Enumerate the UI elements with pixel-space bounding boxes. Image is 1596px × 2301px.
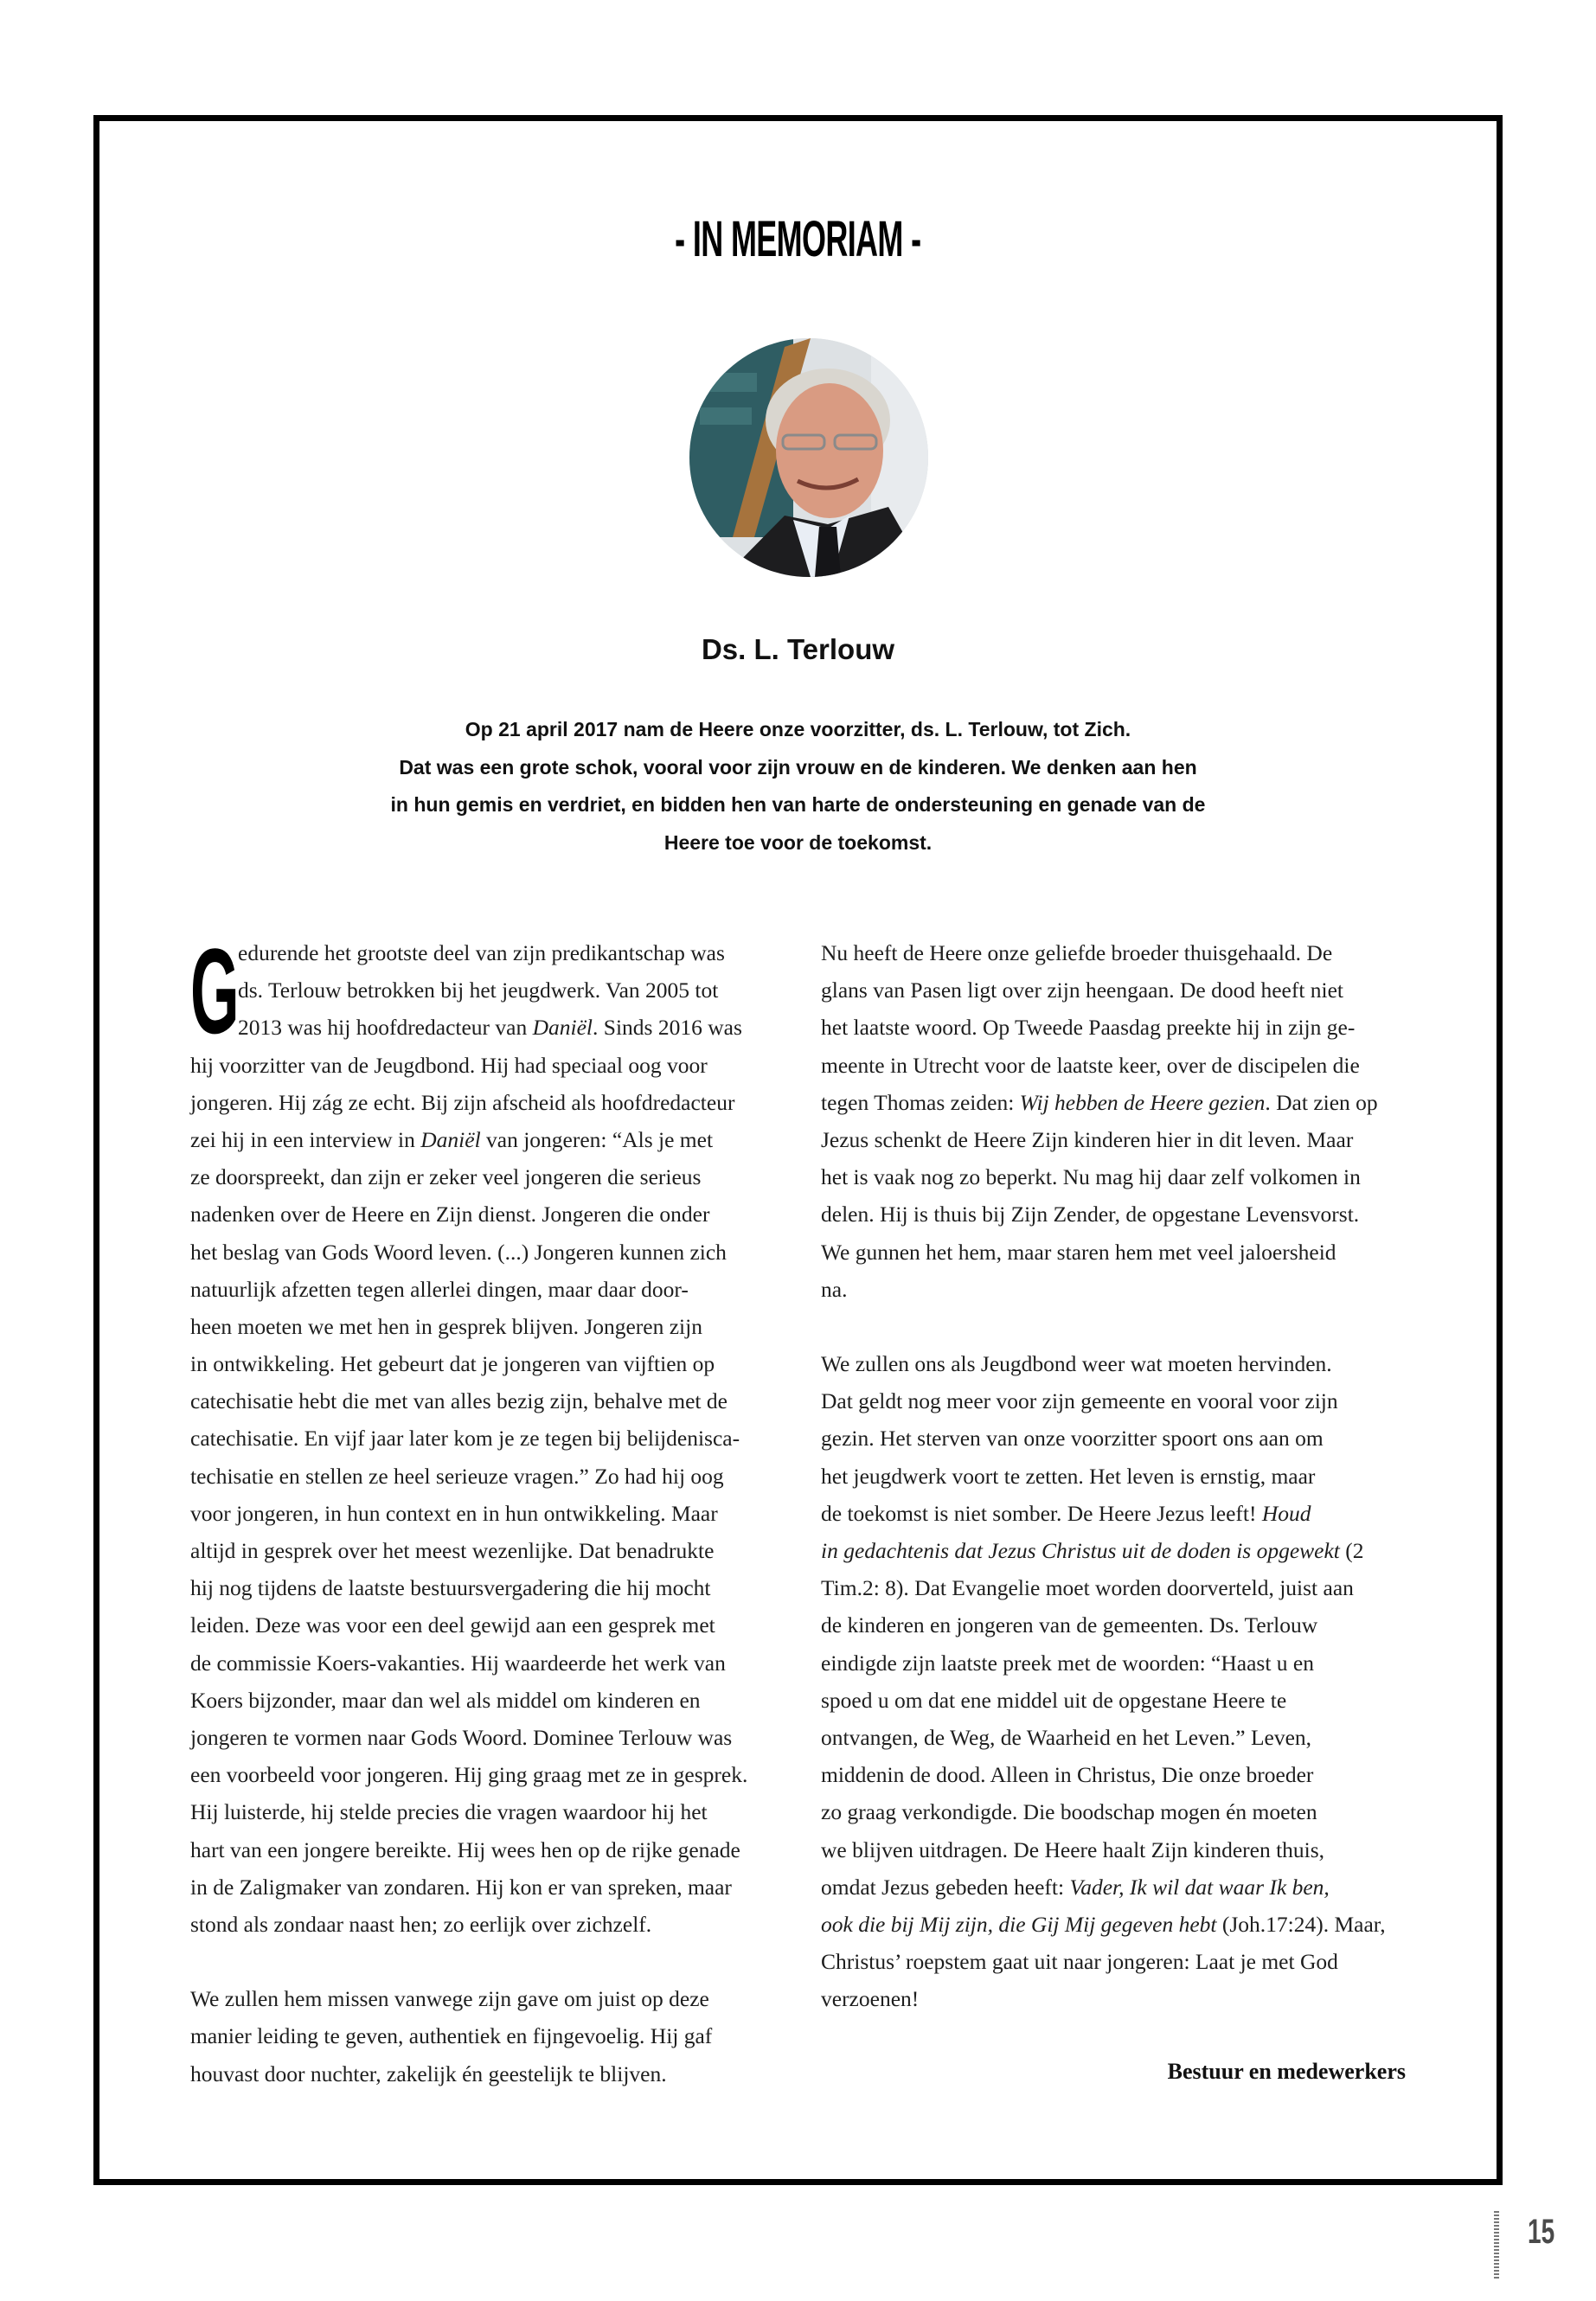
portrait-image-icon <box>689 338 928 577</box>
text-line <box>821 1532 1418 1569</box>
text-line: ze doorspreekt, dan zijn er zeker veel jongeren die serieus <box>190 1164 702 1190</box>
text-run: omdat Jezus gebeden heeft: <box>821 1874 1070 1900</box>
text-line: Tim.2: 8). Dat Evangelie moet worden doorverteld, juist aan <box>821 1575 1354 1601</box>
text-run: (2 <box>1339 1538 1364 1563</box>
text-line: het beslag van Gods Woord leven. (...) Jongeren kunnen zich <box>190 1239 727 1265</box>
text-line: zo graag verkondigde. Die boodschap mogen én moeten <box>821 1799 1317 1825</box>
text-line: eindigde zijn laatste preek met de woorden: “Haast u en <box>821 1650 1314 1676</box>
text-line: hij nog tijdens de laatste bestuursvergadering die hij mocht <box>190 1575 711 1601</box>
text-line: natuurlijk afzetten tegen allerlei dingen, maar daar door- <box>190 1276 689 1302</box>
text-line <box>821 1868 1418 1906</box>
text-line: na. <box>821 1276 848 1302</box>
text-run: . Dat zien op <box>1265 1089 1378 1115</box>
text-line: catechisatie hebt die met van alles bezig zijn, behalve met de <box>190 1388 727 1414</box>
text-line <box>821 1084 1418 1121</box>
page-title: - IN MEMORIAM - <box>675 211 921 267</box>
text-line: middenin de dood. Alleen in Christus, Die onze broeder <box>821 1762 1314 1788</box>
text-line: hij voorzitter van de Jeugdbond. Hij had speciaal oog voor <box>190 1052 708 1078</box>
text-line: verzoenen! <box>821 1986 920 2012</box>
text-run: zei hij in een interview in <box>190 1126 421 1152</box>
text-line: we blijven uitdragen. De Heere haalt Zijn kinderen thuis, <box>821 1836 1325 1862</box>
text-line: het laatste woord. Op Tweede Paasdag preekte hij in zijn ge- <box>821 1015 1356 1041</box>
text-line: in ontwikkeling. Het gebeurt dat je jongeren van vijftien op <box>190 1351 715 1377</box>
magazine-title-italic: Daniël <box>420 1126 481 1152</box>
paragraph-gap <box>821 1308 1418 1345</box>
scripture-quote-italic: ook die bij Mij zijn, die Gij Mij gegeven hebt <box>821 1911 1217 1937</box>
text-run: tegen Thomas zeiden: <box>821 1089 1020 1115</box>
article-signature: Bestuur en medewerkers <box>1167 2059 1406 2084</box>
intro-line: Dat was een grote schok, vooral voor zijn vrouw en de kinderen. We denken aan hen <box>399 755 1197 779</box>
text-line: stond als zondaar naast hen; zo eerlijk over zichzelf. <box>190 1911 652 1937</box>
text-line: Dat geldt nog meer voor zijn gemeente en vooral voor zijn <box>821 1388 1338 1414</box>
text-run: de toekomst is niet somber. De Heere Jezus leeft! <box>821 1500 1262 1526</box>
text-line: een voorbeeld voor jongeren. Hij ging graag met ze in gesprek. <box>190 1762 748 1788</box>
intro-paragraph <box>329 711 1267 862</box>
text-line: We zullen ons als Jeugdbond weer wat moeten hervinden. <box>821 1351 1332 1377</box>
text-line: jongeren. Hij zág ze echt. Bij zijn afscheid als hoofdredacteur <box>190 1089 735 1115</box>
text-line: voor jongeren, in hun context en in hun ontwikkeling. Maar <box>190 1500 718 1526</box>
text-line <box>821 1495 1418 1532</box>
text-line: techisatie en stellen ze heel serieuze vragen.” Zo had hij oog <box>190 1463 724 1489</box>
text-line: heen moeten we met hen in gesprek blijven. Jongeren zijn <box>190 1313 702 1339</box>
text-line: jongeren te vormen naar Gods Woord. Dominee Terlouw was <box>190 1724 733 1750</box>
drop-cap: G <box>190 923 240 1059</box>
text-line: Jezus schenkt de Heere Zijn kinderen hier in dit leven. Maar <box>821 1126 1354 1152</box>
portrait-photo <box>689 338 928 577</box>
text-line: in de Zaligmaker van zondaren. Hij kon er van spreken, maar <box>190 1874 732 1900</box>
text-line: glans van Pasen ligt over zijn heengaan. De dood heeft niet <box>821 977 1344 1003</box>
text-line: het jeugdwerk voort te zetten. Het leven is ernstig, maar <box>821 1463 1316 1489</box>
text-line: altijd in gesprek over het meest wezenlijke. Dat benadrukte <box>190 1538 715 1563</box>
text-line: leiden. Deze was voor een deel gewijd aan een gesprek met <box>190 1612 715 1638</box>
text-line: het is vaak nog zo beperkt. Nu mag hij daar zelf volkomen in <box>821 1164 1361 1190</box>
text-line <box>821 1906 1418 1943</box>
text-line: de kinderen en jongeren van de gemeenten. Ds. Terlouw <box>821 1612 1318 1638</box>
page-number: 15 <box>1528 2213 1555 2251</box>
text-line: catechisatie. En vijf jaar later kom je ze tegen bij belijdenisca- <box>190 1426 740 1452</box>
intro-line: in hun gemis en verdriet, en bidden hen van harte de ondersteuning en genade van de <box>390 793 1206 816</box>
text-run: . Sinds 2016 was <box>593 1015 742 1041</box>
text-line: nadenken over de Heere en Zijn dienst. Jongeren die onder <box>190 1202 710 1227</box>
page-marker-ticks <box>1494 2211 1499 2279</box>
text-line: manier leiding te geven, authentiek en fijngevoelig. Hij gaf <box>190 2023 713 2049</box>
text-line: Christus’ roepstem gaat uit naar jongeren: Laat je met God <box>821 1949 1338 1975</box>
article-right-column <box>821 934 1418 2017</box>
text-line: spoed u om dat ene middel uit de opgestane Heere te <box>821 1687 1287 1713</box>
text-line: Nu heeft de Heere onze geliefde broeder thuisgehaald. De <box>821 940 1333 965</box>
text-line: We gunnen het hem, maar staren hem met veel jaloersheid <box>821 1239 1336 1265</box>
text-line: hart van een jongere bereikte. Hij wees hen op de rijke genade <box>190 1836 740 1862</box>
scripture-quote-italic: Wij hebben de Heere gezien <box>1019 1089 1266 1115</box>
text-run: 2013 was hij hoofdredacteur van <box>238 1015 533 1041</box>
text-line <box>190 1009 787 1046</box>
text-run: (Joh.17:24). Maar, <box>1216 1911 1386 1937</box>
paragraph-gap <box>190 1943 787 1980</box>
text-line: houvast door nuchter, zakelijk én geestelijk te blijven. <box>190 2061 667 2086</box>
intro-line: Heere toe voor de toekomst. <box>663 830 933 854</box>
scripture-quote-italic: in gedachtenis dat Jezus Christus uit de doden is opgewekt <box>821 1538 1340 1563</box>
scripture-quote-italic: Houd <box>1261 1500 1311 1526</box>
text-run: van jongeren: “Als je met <box>480 1126 714 1152</box>
text-line: Koers bijzonder, maar dan wel als middel om kinderen en <box>190 1687 701 1713</box>
intro-line: Op 21 april 2017 nam de Heere onze voorzitter, ds. L. Terlouw, tot Zich. <box>465 718 1131 740</box>
magazine-title-italic: Daniël <box>532 1015 593 1041</box>
scripture-quote-italic: Vader, Ik wil dat waar Ik ben, <box>1069 1874 1330 1900</box>
article-left-column <box>190 923 787 2093</box>
text-line: de commissie Koers-vakanties. Hij waardeerde het werk van <box>190 1650 726 1676</box>
text-line: ontvangen, de Weg, de Waarheid en het Leven.” Leven, <box>821 1724 1312 1750</box>
text-line: We zullen hem missen vanwege zijn gave om juist op deze <box>190 1986 709 2012</box>
text-line: delen. Hij is thuis bij Zijn Zender, de opgestane Levensvorst. <box>821 1202 1360 1227</box>
text-line: Hij luisterde, hij stelde precies die vragen waardoor hij het <box>190 1799 708 1825</box>
text-line: edurende het grootste deel van zijn predikantschap was <box>238 940 725 965</box>
text-line: gezin. Het sterven van onze voorzitter spoort ons aan om <box>821 1426 1324 1452</box>
text-line <box>190 1121 787 1158</box>
text-line: meente in Utrecht voor de laatste keer, over de discipelen die <box>821 1052 1360 1078</box>
text-line: ds. Terlouw betrokken bij het jeugdwerk. Van 2005 tot <box>238 977 719 1003</box>
person-name: Ds. L. Terlouw <box>701 633 895 665</box>
